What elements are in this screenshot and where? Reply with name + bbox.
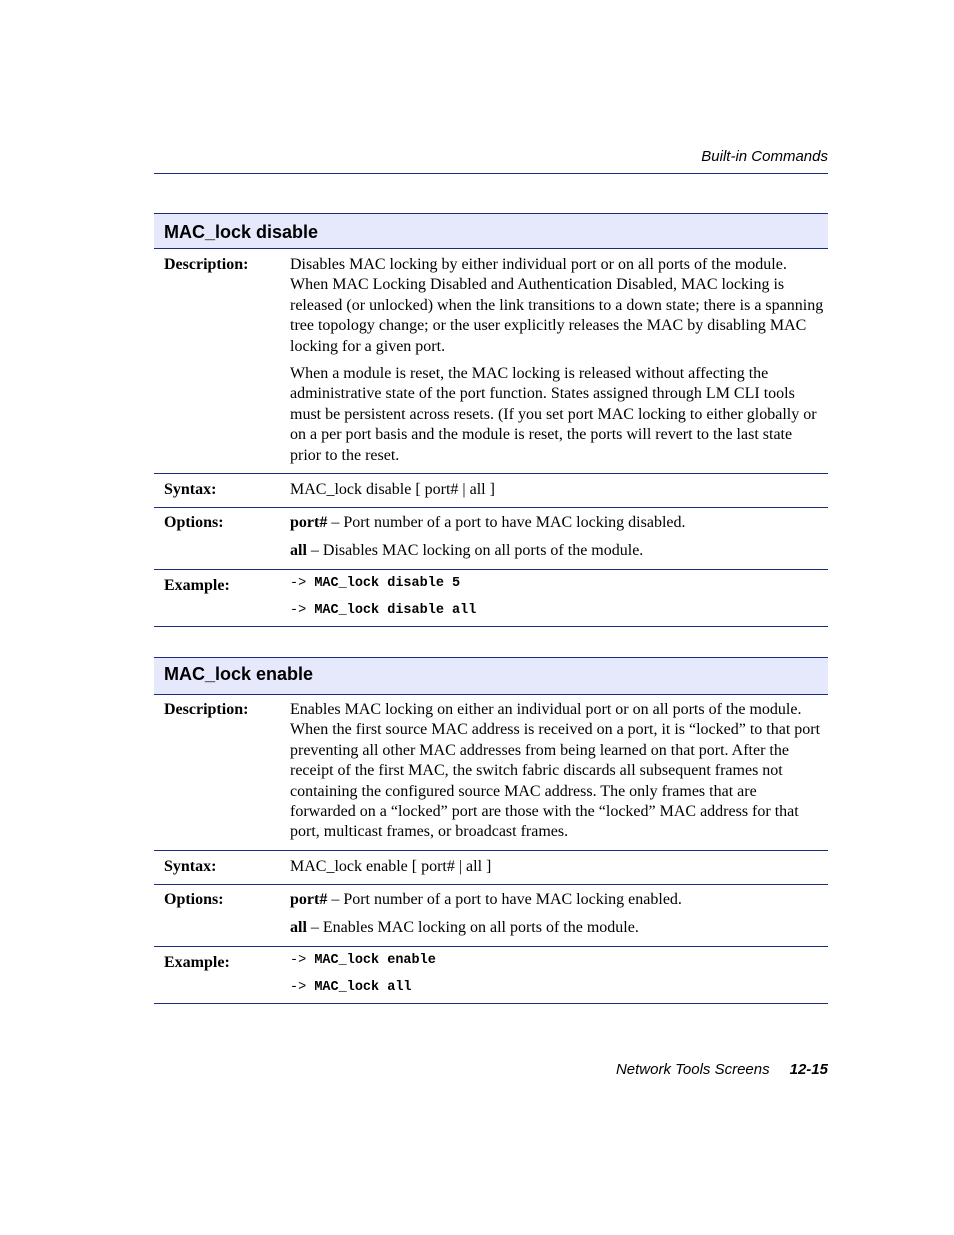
running-header: Built-in Commands <box>701 148 828 165</box>
example-content <box>290 574 828 621</box>
code-line <box>290 574 824 594</box>
example-label: Example: <box>164 954 230 972</box>
example-label: Example: <box>164 577 230 595</box>
description-paragraph: When a module is reset, the MAC locking is released without affecting the administrative state of the port function. States assigned through LM CLI tools must be persistent across resets. (If you set port MAC locking to either globally or on a per port basis and the module is reset, the ports will revert to the last state prior to the reset. <box>290 365 817 464</box>
description-label: Description: <box>164 256 249 273</box>
options-label: Options: <box>164 891 224 909</box>
section-mac-lock-disable <box>154 213 828 627</box>
example-content <box>290 951 828 998</box>
option-term: port# <box>290 891 328 909</box>
syntax-label: Syntax: <box>164 481 217 499</box>
running-footer <box>154 1061 828 1078</box>
syntax-content: MAC_lock disable [ port# | all ] <box>290 481 495 499</box>
description-content <box>290 700 828 843</box>
option-term: port# <box>290 514 328 532</box>
cli-command: MAC_lock enable <box>314 953 436 969</box>
option-item <box>290 513 824 533</box>
cli-prompt: -> <box>290 576 315 592</box>
cli-prompt: -> <box>290 603 315 619</box>
options-row <box>154 508 828 570</box>
description-content <box>290 255 828 466</box>
description-row <box>154 249 828 474</box>
code-line <box>290 951 824 971</box>
option-item <box>290 541 824 561</box>
description-label: Description: <box>164 701 249 718</box>
options-row <box>154 885 828 947</box>
options-content <box>290 513 828 561</box>
header-rule <box>154 173 828 174</box>
cli-prompt: -> <box>290 953 315 969</box>
syntax-row <box>154 851 828 885</box>
page-number: 12-15 <box>789 1061 828 1078</box>
syntax-row <box>154 474 828 508</box>
syntax-content: MAC_lock enable [ port# | all ] <box>290 857 492 875</box>
syntax-label: Syntax: <box>164 857 217 875</box>
description-paragraph: Enables MAC locking on either an individual port or on all ports of the module. When the first source MAC address is received on a port, it is “locked” to that port preventing all other MAC addresses from being learned on that port. After the receipt of the first MAC, the switch fabric discards all subsequent frames not containing the configured source MAC address. The only frames that are forwarded on a “locked” port are those with the “locked” MAC address for that port, multicast frames, or broadcast frames. <box>290 701 821 841</box>
option-text: – Port number of a port to have MAC locking disabled. <box>327 514 686 532</box>
section-mac-lock-enable <box>154 657 828 1004</box>
example-row <box>154 947 828 1004</box>
options-content <box>290 890 828 938</box>
cli-command: MAC_lock all <box>314 980 412 996</box>
cli-prompt: -> <box>290 980 315 996</box>
code-line <box>290 601 824 621</box>
option-item <box>290 918 824 938</box>
option-text: – Enables MAC locking on all ports of the module. <box>306 919 639 937</box>
option-item <box>290 890 824 910</box>
footer-chapter-title: Network Tools Screens <box>615 1061 770 1078</box>
options-label: Options: <box>164 514 224 532</box>
option-text: – Disables MAC locking on all ports of the module. <box>306 542 644 560</box>
option-term: all <box>290 542 307 560</box>
example-row <box>154 570 828 627</box>
section-title: MAC_lock enable <box>154 657 828 695</box>
cli-command: MAC_lock disable 5 <box>314 576 461 592</box>
section-title: MAC_lock disable <box>154 213 828 249</box>
option-text: – Port number of a port to have MAC locking enabled. <box>327 891 682 909</box>
option-term: all <box>290 919 307 937</box>
description-row <box>154 695 828 851</box>
code-line <box>290 978 824 998</box>
cli-command: MAC_lock disable all <box>314 603 477 619</box>
description-paragraph: Disables MAC locking by either individual port or on all ports of the module. When MAC Locking Disabled and Authentication Disabled, MAC locking is released (or unlocked) when the link transitions to a down state; there is a spanning tree topology change; or the user explicitly releases the MAC by disabling MAC locking for a given port. <box>290 256 824 355</box>
